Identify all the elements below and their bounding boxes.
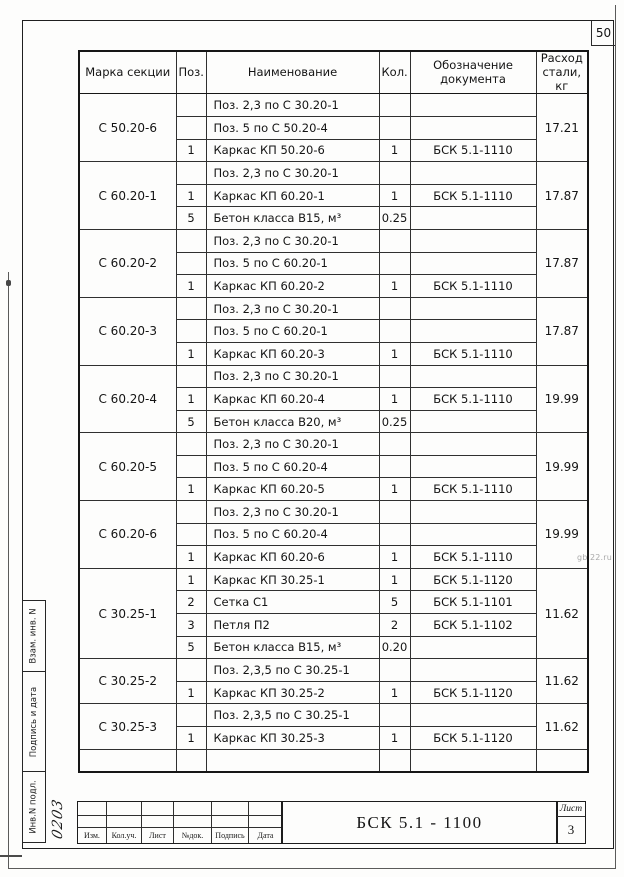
revision-cell (212, 816, 249, 828)
name-cell: Каркас КП 60.20-1 (206, 184, 379, 207)
qty-cell (379, 162, 410, 185)
page-edge-bottom (8, 868, 616, 869)
pos-cell: 1 (176, 184, 206, 207)
name-cell: Поз. 2,3,5 по С 30.25-1 (206, 704, 379, 727)
pos-cell: 5 (176, 207, 206, 230)
table-row (79, 568, 588, 591)
doc-cell: БСК 5.1-1120 (410, 681, 536, 704)
pos-cell (176, 297, 206, 320)
doc-cell: БСК 5.1-1120 (410, 727, 536, 750)
steel-cell: 17.87 (536, 297, 588, 365)
name-cell: Поз. 5 по С 60.20-4 (206, 455, 379, 478)
page-number: 50 (595, 26, 612, 40)
pos-cell (176, 749, 206, 772)
qty-cell: 2 (379, 614, 410, 637)
document-number-cell (281, 801, 558, 844)
qty-cell (379, 229, 410, 252)
doc-cell (410, 252, 536, 275)
name-cell: Каркас КП 30.25-2 (206, 681, 379, 704)
qty-cell (379, 749, 410, 772)
doc-cell: БСК 5.1-1101 (410, 591, 536, 614)
scan-speck (6, 280, 11, 286)
name-cell: Поз. 2,3 по С 30.20-1 (206, 365, 379, 388)
table-row (79, 501, 588, 524)
revision-cell (174, 802, 212, 816)
doc-cell (410, 501, 536, 524)
col-header-doc: Обозначение документа (410, 51, 536, 94)
steel-cell: 11.62 (536, 659, 588, 704)
sheet-number: 3 (567, 822, 575, 837)
qty-cell (379, 433, 410, 456)
qty-cell: 1 (379, 388, 410, 411)
doc-cell: БСК 5.1-1110 (410, 478, 536, 501)
qty-cell (379, 94, 410, 117)
name-cell: Каркас КП 60.20-5 (206, 478, 379, 501)
qty-cell (379, 523, 410, 546)
pos-cell: 1 (176, 275, 206, 298)
table-row (79, 365, 588, 388)
table-row (79, 229, 588, 252)
doc-cell: БСК 5.1-1102 (410, 614, 536, 637)
name-cell: Бетон класса В15, м³ (206, 636, 379, 659)
name-cell: Каркас КП 30.25-1 (206, 568, 379, 591)
name-cell: Поз. 2,3 по С 30.20-1 (206, 297, 379, 320)
revision-label-podpis: Подпись (212, 828, 249, 843)
pos-cell (176, 252, 206, 275)
table-row (79, 749, 588, 772)
revision-cell (142, 802, 174, 816)
table-row (79, 433, 588, 456)
sidebar-box-replacement-inv (22, 600, 46, 672)
pos-cell (176, 659, 206, 682)
table-row (79, 94, 588, 117)
qty-cell (379, 297, 410, 320)
qty-cell (379, 320, 410, 343)
doc-cell (410, 636, 536, 659)
qty-cell: 5 (379, 591, 410, 614)
steel-cell: 11.62 (536, 704, 588, 749)
steel-cell: 17.87 (536, 229, 588, 297)
doc-cell (410, 365, 536, 388)
qty-cell (379, 659, 410, 682)
qty-cell: 0.25 (379, 207, 410, 230)
name-cell: Поз. 2,3 по С 30.20-1 (206, 229, 379, 252)
mark-cell: С 30.25-1 (79, 568, 176, 658)
page-edge-right (615, 5, 616, 869)
name-cell: Бетон класса В20, м³ (206, 410, 379, 433)
name-cell (206, 749, 379, 772)
doc-cell (410, 94, 536, 117)
table-row (79, 659, 588, 682)
watermark: gbi22.ru (577, 553, 613, 562)
doc-cell (410, 410, 536, 433)
revision-cell (78, 816, 107, 828)
revision-cell (78, 802, 107, 816)
revision-label-koluch: Кол.уч. (107, 828, 142, 843)
sheet-label: Лист (557, 802, 585, 817)
doc-cell (410, 749, 536, 772)
mark-cell: С 60.20-6 (79, 501, 176, 569)
mark-cell: С 50.20-6 (79, 94, 176, 162)
sidebar-label: Взам. инв. N (29, 608, 40, 664)
pos-cell: 1 (176, 388, 206, 411)
qty-cell: 1 (379, 275, 410, 298)
spec-table-body (79, 94, 588, 772)
revision-cell (107, 802, 142, 816)
sidebar-box-signature-date (22, 671, 46, 772)
doc-cell: БСК 5.1-1110 (410, 388, 536, 411)
pos-cell (176, 523, 206, 546)
pos-cell (176, 455, 206, 478)
qty-cell: 1 (379, 727, 410, 750)
doc-cell (410, 455, 536, 478)
qty-cell: 1 (379, 342, 410, 365)
doc-cell: БСК 5.1-1110 (410, 184, 536, 207)
mark-cell (79, 749, 176, 772)
qty-cell (379, 704, 410, 727)
doc-cell (410, 229, 536, 252)
doc-cell (410, 704, 536, 727)
revision-cell (249, 816, 282, 828)
pos-cell: 5 (176, 636, 206, 659)
name-cell: Каркас КП 60.20-6 (206, 546, 379, 569)
revision-cell (142, 816, 174, 828)
name-cell: Поз. 2,3 по С 30.20-1 (206, 162, 379, 185)
steel-cell: 11.62 (536, 568, 588, 658)
revision-label-ndok: №док. (174, 828, 212, 843)
revision-label-data: Дата (257, 831, 274, 840)
doc-cell (410, 433, 536, 456)
pos-cell (176, 94, 206, 117)
pos-cell (176, 229, 206, 252)
pos-cell: 5 (176, 410, 206, 433)
name-cell: Поз. 5 по С 60.20-1 (206, 252, 379, 275)
name-cell: Бетон класса В15, м³ (206, 207, 379, 230)
name-cell: Каркас КП 60.20-3 (206, 342, 379, 365)
sidebar-label: Инв.N подл. (29, 780, 39, 834)
qty-cell (379, 455, 410, 478)
mark-cell: С 30.25-2 (79, 659, 176, 704)
name-cell: Поз. 5 по С 60.20-4 (206, 523, 379, 546)
qty-cell (379, 116, 410, 139)
doc-cell (410, 523, 536, 546)
doc-cell: БСК 5.1-1110 (410, 275, 536, 298)
doc-cell: БСК 5.1-1120 (410, 568, 536, 591)
steel-cell: 19.99 (536, 501, 588, 569)
pos-cell (176, 162, 206, 185)
name-cell: Поз. 2,3 по С 30.20-1 (206, 433, 379, 456)
pos-cell: 1 (176, 478, 206, 501)
pos-cell: 1 (176, 568, 206, 591)
col-header-steel: Расход стали, кг (536, 51, 588, 94)
document-number: БСК 5.1 - 1100 (356, 812, 483, 832)
pos-cell (176, 433, 206, 456)
pos-cell (176, 320, 206, 343)
pos-cell: 1 (176, 342, 206, 365)
doc-cell (410, 162, 536, 185)
sheet-box (556, 801, 586, 844)
revision-label-izm: Изм. (78, 828, 107, 843)
revision-cell (174, 816, 212, 828)
qty-cell (379, 365, 410, 388)
qty-cell: 0.20 (379, 636, 410, 659)
sidebar-box-inventory (22, 771, 46, 843)
pos-cell (176, 365, 206, 388)
name-cell: Поз. 5 по С 50.20-4 (206, 116, 379, 139)
name-cell: Каркас КП 60.20-4 (206, 388, 379, 411)
qty-cell: 1 (379, 568, 410, 591)
col-header-qty: Кол. (379, 51, 410, 94)
name-cell: Каркас КП 60.20-2 (206, 275, 379, 298)
qty-cell: 1 (379, 184, 410, 207)
revision-cell (212, 802, 249, 816)
qty-cell: 1 (379, 478, 410, 501)
steel-cell: 19.99 (536, 365, 588, 433)
table-row (79, 704, 588, 727)
pos-cell: 2 (176, 591, 206, 614)
qty-cell: 1 (379, 681, 410, 704)
steel-cell: 19.99 (536, 433, 588, 501)
qty-cell: 0.25 (379, 410, 410, 433)
name-cell: Каркас КП 50.20-6 (206, 139, 379, 162)
table-row (79, 162, 588, 185)
page-number-box (591, 21, 615, 46)
handwritten-inventory-number: 0203 (50, 797, 67, 841)
name-cell: Поз. 2,3 по С 30.20-1 (206, 501, 379, 524)
pos-cell (176, 704, 206, 727)
spec-table (78, 50, 589, 773)
pos-cell: 1 (176, 681, 206, 704)
steel-cell: 17.21 (536, 94, 588, 162)
doc-cell (410, 659, 536, 682)
steel-cell: 17.87 (536, 162, 588, 230)
name-cell: Поз. 2,3,5 по С 30.25-1 (206, 659, 379, 682)
doc-cell: БСК 5.1-1110 (410, 546, 536, 569)
col-header-name: Наименование (206, 51, 379, 94)
steel-cell (536, 749, 588, 772)
qty-cell: 1 (379, 546, 410, 569)
col-header-mark: Марка секции (79, 51, 176, 94)
doc-cell: БСК 5.1-1110 (410, 139, 536, 162)
revision-label-list: Лист (142, 828, 174, 843)
mark-cell: С 60.20-2 (79, 229, 176, 297)
page-edge-tick (0, 855, 22, 857)
table-row (79, 297, 588, 320)
pos-cell (176, 501, 206, 524)
qty-cell (379, 501, 410, 524)
qty-cell (379, 252, 410, 275)
mark-cell: С 60.20-3 (79, 297, 176, 365)
pos-cell: 1 (176, 546, 206, 569)
table-header-row (79, 51, 588, 94)
pos-cell: 1 (176, 139, 206, 162)
qty-cell: 1 (379, 139, 410, 162)
name-cell: Поз. 5 по С 60.20-1 (206, 320, 379, 343)
revision-table (77, 801, 283, 844)
revision-cell (249, 802, 282, 816)
sidebar-label: Подпись и дата (29, 686, 40, 757)
name-cell: Каркас КП 30.25-3 (206, 727, 379, 750)
mark-cell: С 60.20-5 (79, 433, 176, 501)
name-cell: Петля П2 (206, 614, 379, 637)
doc-cell: БСК 5.1-1110 (410, 342, 536, 365)
name-cell: Сетка С1 (206, 591, 379, 614)
mark-cell: С 60.20-1 (79, 162, 176, 230)
pos-cell: 3 (176, 614, 206, 637)
name-cell: Поз. 2,3 по С 30.20-1 (206, 94, 379, 117)
doc-cell (410, 297, 536, 320)
col-header-pos: Поз. (176, 51, 206, 94)
revision-cell (107, 816, 142, 828)
doc-cell (410, 207, 536, 230)
mark-cell: С 60.20-4 (79, 365, 176, 433)
page-edge-left (8, 272, 9, 869)
doc-cell (410, 116, 536, 139)
pos-cell: 1 (176, 727, 206, 750)
mark-cell: С 30.25-3 (79, 704, 176, 749)
pos-cell (176, 116, 206, 139)
doc-cell (410, 320, 536, 343)
